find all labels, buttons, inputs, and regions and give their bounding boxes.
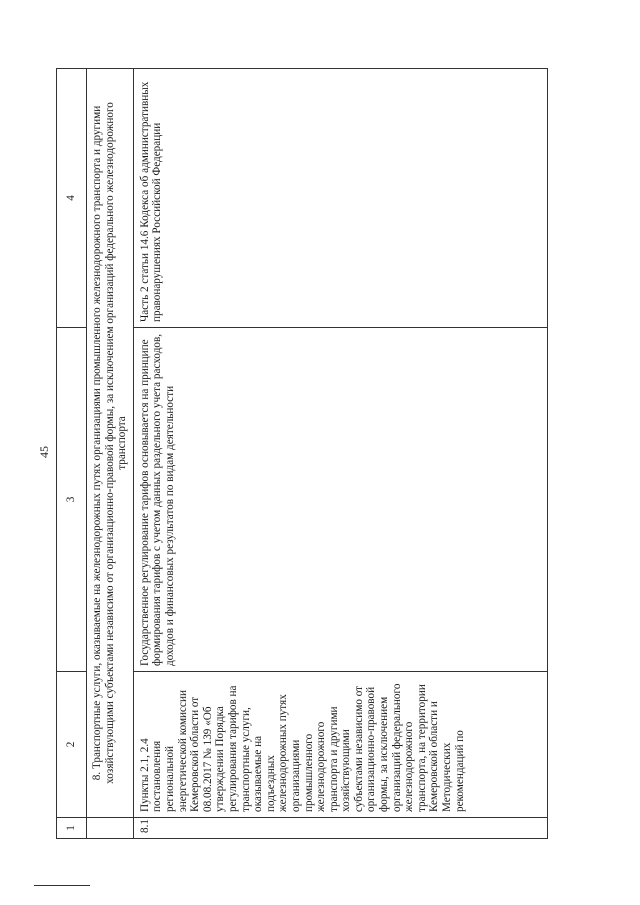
page-number: 45 [37,446,51,458]
header-col-1: 1 [57,818,87,839]
table-row [133,69,547,839]
header-row [57,69,87,839]
footnote-rule [34,885,90,886]
requirement-cell: Государственное регулирование тарифов основывается на принципе формирования тарифов с учетом данных раздельного учета расходов, доходов и финансовых результатов по видам деятельности [133,328,547,672]
section-title: 8. Транспортные услуги, оказываемые на железнодорожных путях организациями промышленного железнодорожного транспорта и другими хозяйствующими субъектами независимо от организационно-правовой формы, за исключением организаций федерального железнодорожного транспорта [87,69,134,818]
legal-basis-cell: Пункты 2.1, 2.4 постановления региональной энергетической комиссии Кемеровской области от 08.08.2017 № 139 «Об утверждении Порядка регулирования тарифов на транспортные услуги, оказываемые на подъездных железнодорожных путях организациями промышленного железнодорожного транспорта и другими хозяйствующими субъектами независимо от организационно-правовой формы, за исключением организаций федерального железнодорожного транспорта, на территории Кемеровской области и Методических рекомендаций по [133,672,547,818]
row-number: 8.1 [133,818,547,839]
header-col-4: 4 [57,69,87,328]
requirements-table [56,68,548,839]
rotated-table-wrapper [56,69,584,839]
section-row [87,69,134,839]
header-col-2: 2 [57,672,87,818]
header-col-3: 3 [57,328,87,672]
liability-cell: Часть 2 статьи 14.6 Кодекса об административных правонарушениях Российской Федерации [133,69,547,328]
